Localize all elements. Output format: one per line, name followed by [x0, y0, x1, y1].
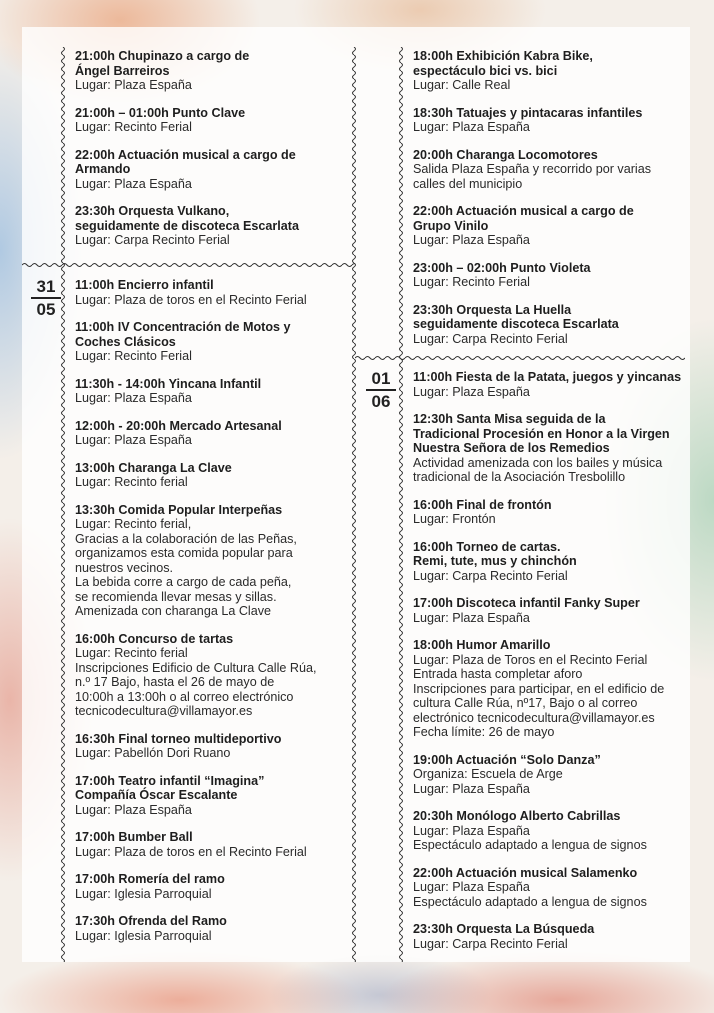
event-item: [413, 261, 689, 290]
event-item: [75, 503, 350, 619]
left-column-day-31-05-events: [75, 278, 350, 956]
event-title: 11:30h - 14:00h Yincana Infantil: [75, 376, 262, 391]
event-item: [413, 498, 689, 527]
event-detail: Lugar: Plaza España: [413, 233, 530, 247]
date-divider-line: [31, 297, 61, 299]
event-detail: La bebida corre a cargo de cada peña,: [75, 575, 292, 589]
event-detail: Lugar: Recinto Ferial: [75, 349, 192, 363]
event-item: [75, 732, 350, 761]
event-detail: Lugar: Plaza de toros en el Recinto Ferial: [75, 292, 307, 307]
center-divider-left: [351, 47, 357, 962]
event-item: [413, 370, 689, 399]
event-detail: Organiza: Escuela de Arge: [413, 767, 563, 781]
event-title: seguidamente de discoteca Escarlata: [75, 218, 299, 233]
event-detail: Lugar: Recinto ferial: [75, 646, 188, 660]
event-title: Coches Clásicos: [75, 334, 176, 349]
event-detail: Lugar: Carpa Recinto Ferial: [413, 568, 568, 583]
event-title: 16:00h Torneo de cartas.: [413, 539, 561, 554]
event-item: [75, 204, 350, 248]
day-separator-31-05: [22, 262, 355, 268]
event-title: Tradicional Procesión en Honor a la Virgen: [413, 426, 670, 441]
event-item: [413, 922, 689, 951]
event-detail: Lugar: Iglesia Parroquial: [75, 886, 212, 901]
event-detail: cultura Calle Rúa, nº17, Bajo o al correo: [413, 696, 638, 710]
event-detail: Entrada hasta completar aforo: [413, 667, 583, 681]
event-detail: Lugar: Plaza España: [75, 78, 192, 92]
event-title: 18:30h Tatuajes y pintacaras infantiles: [413, 105, 643, 120]
event-item: [75, 320, 350, 364]
event-item: [413, 809, 689, 853]
event-title: 21:00h Chupinazo a cargo de: [75, 49, 250, 63]
date-badge-31-05: [29, 277, 63, 319]
event-item: [413, 866, 689, 910]
event-detail: tradicional de la Asociación Tresbolillo: [413, 470, 626, 484]
event-title: 20:00h Charanga Locomotores: [413, 147, 598, 162]
event-title: 23:00h – 02:00h Punto Violeta: [413, 260, 591, 275]
event-item: [413, 753, 689, 797]
event-title: 17:30h Ofrenda del Ramo: [75, 914, 227, 928]
event-title: Nuestra Señora de los Remedios: [413, 441, 610, 455]
event-title: Ángel Barreiros: [75, 63, 170, 78]
event-detail: Lugar: Carpa Recinto Ferial: [413, 331, 568, 346]
event-detail: Lugar: Iglesia Parroquial: [75, 928, 212, 943]
event-item: [413, 204, 689, 248]
event-item: [75, 148, 350, 192]
event-title: 21:00h – 01:00h Punto Clave: [75, 105, 246, 120]
event-item: [75, 632, 350, 719]
event-item: [75, 377, 350, 406]
event-item: [75, 872, 350, 901]
event-detail: se recomienda llevar mesas y sillas.: [75, 589, 277, 604]
event-detail: Lugar: Plaza España: [413, 384, 530, 399]
event-detail: Lugar: Plaza España: [75, 176, 192, 191]
event-item: [413, 596, 689, 625]
event-title: 16:30h Final torneo multideportivo: [75, 731, 282, 746]
event-detail: Lugar: Plaza España: [413, 610, 530, 625]
event-title: 20:30h Monólogo Alberto Cabrillas: [413, 809, 621, 823]
date-badge-01-06: [364, 369, 398, 411]
event-detail: organizamos esta comida popular para: [75, 546, 293, 560]
event-item: [75, 278, 350, 307]
event-item: [75, 106, 350, 135]
event-detail: Lugar: Recinto ferial: [75, 475, 188, 489]
event-detail: Lugar: Carpa Recinto Ferial: [413, 936, 568, 951]
event-item: [413, 303, 689, 347]
event-detail: calles del municipio: [413, 176, 523, 191]
event-detail: Lugar: Carpa Recinto Ferial: [75, 233, 230, 247]
event-detail: Fecha límite: 26 de mayo: [413, 725, 555, 739]
event-detail: Lugar: Plaza España: [75, 802, 192, 817]
event-item: [413, 638, 689, 740]
event-detail: electrónico tecnicodecultura@villamayor.es: [413, 710, 655, 725]
event-item: [75, 830, 350, 859]
date-divider-line: [366, 389, 396, 391]
event-title: 16:00h Concurso de tartas: [75, 631, 234, 646]
event-detail: nuestros vecinos.: [75, 560, 174, 575]
event-detail: Lugar: Plaza España: [75, 391, 192, 405]
event-title: Grupo Vinilo: [413, 218, 489, 233]
event-detail: Lugar: Calle Real: [413, 78, 511, 92]
event-detail: tecnicodecultura@villamayor.es: [75, 704, 253, 718]
event-item: [75, 774, 350, 818]
date-day: 01: [371, 369, 391, 388]
event-detail: 10:00h a 13:00h o al correo electrónico: [75, 689, 294, 704]
event-detail: Lugar: Plaza España: [75, 433, 192, 447]
event-detail: Lugar: Plaza España: [413, 823, 530, 838]
event-title: 11:00h Encierro infantil: [75, 278, 214, 292]
event-detail: Actividad amenizada con los bailes y música: [413, 455, 663, 470]
event-title: 16:00h Final de frontón: [413, 497, 552, 512]
event-item: [75, 419, 350, 448]
event-detail: Lugar: Frontón: [413, 512, 496, 526]
event-title: 11:00h Fiesta de la Patata, juegos y yincanas: [413, 370, 682, 384]
event-detail: n.º 17 Bajo, hasta el 26 de mayo de: [75, 675, 275, 689]
event-detail: Lugar: Recinto Ferial: [413, 275, 530, 289]
event-title: 23:30h Orquesta La Huella: [413, 302, 572, 317]
center-divider-right: [398, 47, 404, 962]
event-detail: Lugar: Recinto ferial,: [75, 517, 192, 531]
event-detail: Gracias a la colaboración de las Peñas,: [75, 531, 297, 546]
event-detail: Inscripciones para participar, en el edificio de: [413, 681, 665, 696]
event-detail: Inscripciones Edificio de Cultura Calle Rúa,: [75, 660, 317, 675]
event-item: [413, 148, 689, 192]
event-title: 22:00h Actuación musical a cargo de: [413, 204, 634, 218]
event-title: 13:00h Charanga La Clave: [75, 460, 232, 475]
right-column-day-01-06-events: [413, 370, 689, 964]
event-title: 12:00h - 20:00h Mercado Artesanal: [75, 418, 282, 433]
event-title: 19:00h Actuación “Solo Danza”: [413, 752, 601, 767]
event-item: [413, 49, 689, 93]
right-column-continued-events: [413, 49, 689, 359]
event-title: espectáculo bici vs. bici: [413, 63, 558, 78]
event-item: [75, 49, 350, 93]
event-detail: Amenizada con charanga La Clave: [75, 604, 272, 618]
schedule-panel: [22, 27, 690, 962]
event-title: seguidamente discoteca Escarlata: [413, 317, 619, 331]
event-detail: Lugar: Plaza de toros en el Recinto Ferial: [75, 844, 307, 859]
event-title: 17:00h Romería del ramo: [75, 872, 225, 886]
date-month: 05: [36, 300, 56, 319]
event-item: [413, 106, 689, 135]
event-detail: Espectáculo adaptado a lengua de signos: [413, 838, 647, 852]
event-title: 12:30h Santa Misa seguida de la: [413, 412, 606, 426]
date-month: 06: [371, 392, 391, 411]
event-detail: Espectáculo adaptado a lengua de signos: [413, 894, 647, 909]
event-item: [413, 540, 689, 584]
event-item: [75, 914, 350, 943]
left-column-continued-events: [75, 49, 350, 261]
event-detail: Lugar: Plaza España: [413, 120, 530, 134]
event-detail: Lugar: Plaza España: [413, 781, 530, 796]
event-title: 23:30h Orquesta La Búsqueda: [413, 922, 595, 936]
event-title: 11:00h IV Concentración de Motos y: [75, 320, 291, 334]
event-detail: Lugar: Plaza España: [413, 880, 530, 894]
event-detail: Salida Plaza España y recorrido por varias: [413, 162, 652, 176]
event-title: 18:00h Exhibición Kabra Bike,: [413, 49, 593, 63]
date-day: 31: [36, 277, 56, 296]
event-title: 23:30h Orquesta Vulkano,: [75, 204, 230, 218]
event-detail: Lugar: Recinto Ferial: [75, 120, 192, 134]
event-title: 17:00h Bumber Ball: [75, 830, 193, 844]
event-title: Remi, tute, mus y chinchón: [413, 554, 577, 568]
event-item: [75, 461, 350, 490]
left-column-divider: [60, 47, 66, 962]
event-title: 22:00h Actuación musical Salamenko: [413, 865, 638, 880]
event-title: 17:00h Discoteca infantil Fanky Super: [413, 596, 640, 610]
event-title: Armando: [75, 162, 131, 176]
event-title: 22:00h Actuación musical a cargo de: [75, 147, 296, 162]
event-title: 18:00h Humor Amarillo: [413, 638, 551, 652]
event-title: 17:00h Teatro infantil “Imagina”: [75, 773, 265, 788]
event-item: [413, 412, 689, 485]
event-title: Compañía Óscar Escalante: [75, 788, 238, 802]
event-title: 13:30h Comida Popular Interpeñas: [75, 502, 283, 517]
event-detail: Lugar: Pabellón Dori Ruano: [75, 746, 231, 760]
event-detail: Lugar: Plaza de Toros en el Recinto Ferial: [413, 652, 648, 667]
